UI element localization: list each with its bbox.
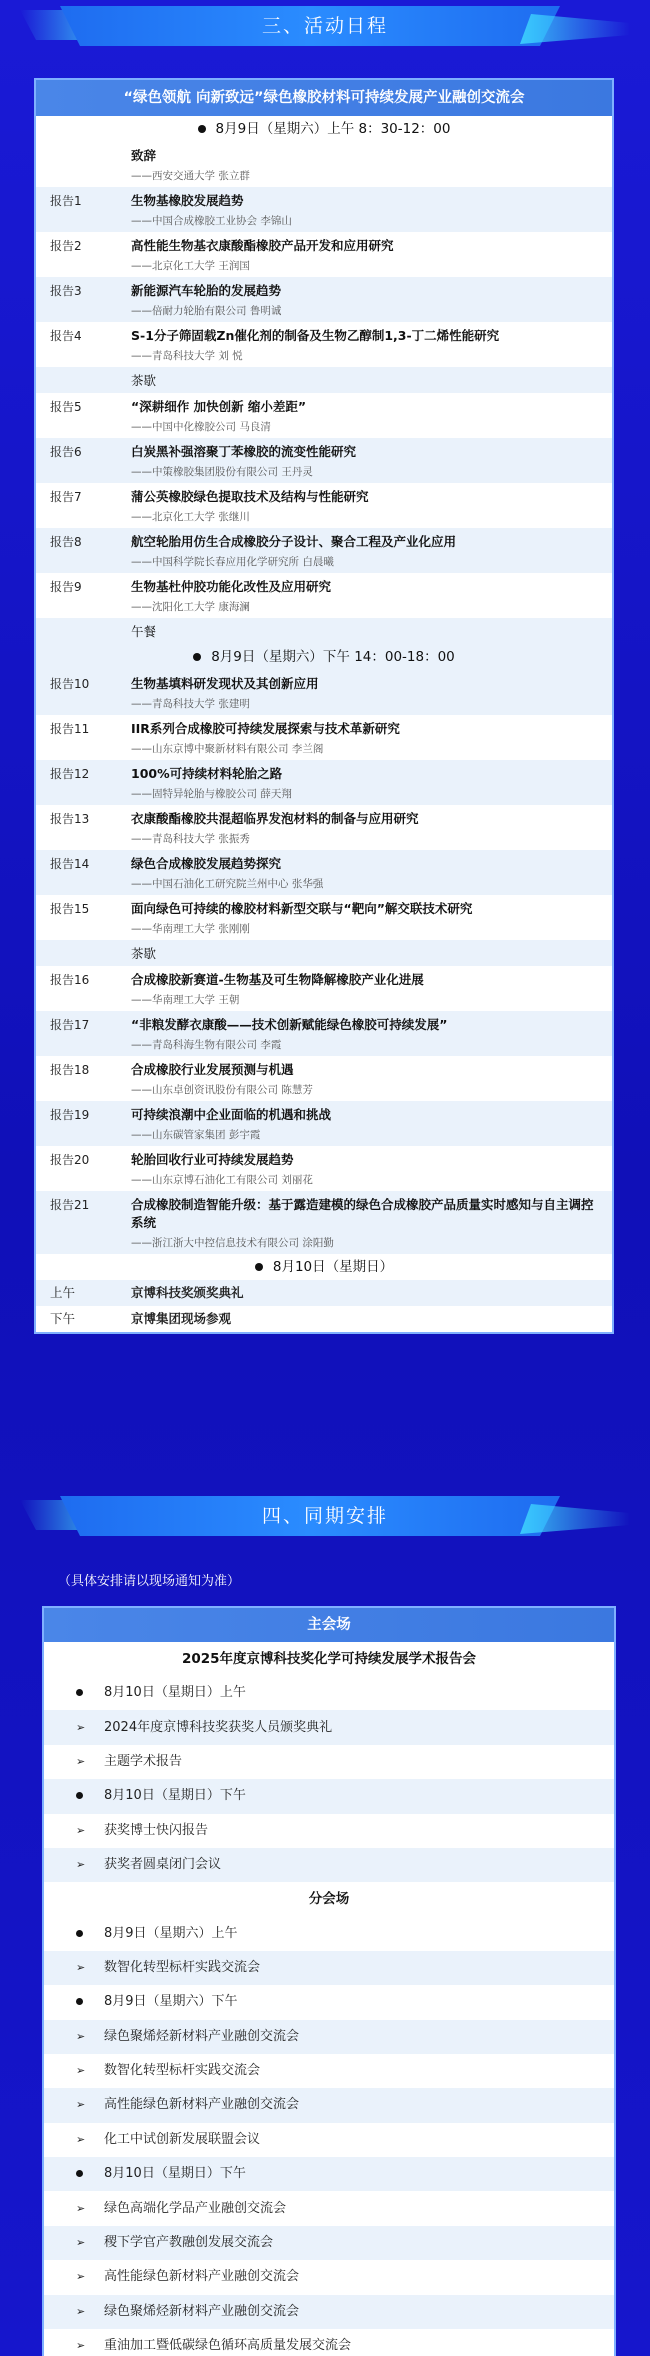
report-topic: “非粮发酵衣康酸——技术创新赋能绿色橡胶可持续发展” bbox=[131, 1017, 448, 1032]
schedule-row bbox=[36, 232, 612, 277]
report-content bbox=[131, 438, 612, 483]
schedule-row bbox=[36, 1191, 612, 1254]
bullet-icon bbox=[76, 1985, 104, 2019]
schedule-row bbox=[36, 367, 612, 393]
aug10-row bbox=[36, 1280, 612, 1306]
report-label: 报告2 bbox=[50, 239, 82, 253]
time-label: 上午 bbox=[50, 1285, 76, 1300]
arrangement-item bbox=[44, 1985, 614, 2019]
section3-banner bbox=[0, 0, 650, 52]
arrangement-note: （具体安排请以现场通知为准） bbox=[58, 1574, 241, 1589]
aug10-date: 8月10日（星期日） bbox=[272, 1259, 394, 1275]
report-content bbox=[131, 850, 612, 895]
arrangement-item bbox=[44, 1710, 614, 1744]
arrangement-item bbox=[44, 2260, 614, 2294]
bullet-icon bbox=[76, 1676, 104, 1710]
report-content bbox=[131, 528, 612, 573]
schedule-row bbox=[36, 322, 612, 367]
schedule-row bbox=[36, 966, 612, 1011]
report-speaker: ——青岛科技大学 张建明 bbox=[131, 698, 250, 710]
afternoon-date: 8月9日（星期六）下午 14：00-18：00 bbox=[211, 649, 455, 665]
report-speaker: ——中国科学院长春应用化学研究所 白晨曦 bbox=[131, 556, 334, 568]
arrow-icon: ➢ bbox=[76, 1858, 86, 1872]
arrangement-item bbox=[44, 1848, 614, 1882]
report-speaker: ——中策橡胶集团股份有限公司 王丹灵 bbox=[131, 466, 313, 478]
section4-banner bbox=[0, 1490, 650, 1542]
arrangement-text: 重油加工暨低碳绿色循环高质量发展交流会 bbox=[104, 2338, 352, 2354]
schedule-row bbox=[36, 483, 612, 528]
report-speaker: ——青岛科技大学 张振秀 bbox=[131, 833, 250, 845]
arrangement-item bbox=[44, 1676, 614, 1710]
afternoon-schedule bbox=[36, 670, 612, 1254]
report-content bbox=[131, 618, 612, 644]
schedule-row bbox=[36, 438, 612, 483]
arrow-icon: ➢ bbox=[76, 2339, 86, 2353]
report-topic: 午餐 bbox=[131, 624, 157, 639]
bullet-icon bbox=[198, 125, 206, 133]
report-topic: 衣康酸酯橡胶共混超临界发泡材料的制备与应用研究 bbox=[131, 811, 419, 826]
arrangement-text: 8月10日（星期日）下午 bbox=[104, 2166, 246, 2182]
report-topic: 绿色合成橡胶发展趋势探究 bbox=[131, 856, 282, 871]
main-venue-list bbox=[44, 1676, 614, 1882]
report-topic: “深耕细作 加快创新 缩小差距” bbox=[131, 399, 307, 414]
morning-date-row bbox=[36, 116, 612, 142]
report-content bbox=[131, 232, 612, 277]
arrangement-text: 8月10日（星期日）上午 bbox=[104, 1685, 246, 1701]
schedule-row bbox=[36, 805, 612, 850]
report-content bbox=[131, 760, 612, 805]
arrow-icon: ➢ bbox=[76, 1960, 86, 1974]
report-label: 报告16 bbox=[50, 973, 90, 987]
branch-venue-list bbox=[44, 1916, 614, 2356]
report-label: 报告1 bbox=[50, 194, 82, 208]
report-content bbox=[131, 1101, 612, 1146]
report-content bbox=[131, 1011, 612, 1056]
time-label: 下午 bbox=[50, 1311, 76, 1326]
arrangement-text: 获奖者圆桌闭门会议 bbox=[104, 1857, 222, 1873]
schedule-panel bbox=[34, 78, 614, 1334]
arrangement-text: 8月9日（星期六）上午 bbox=[104, 1925, 238, 1941]
arrow-icon: ➢ bbox=[76, 2201, 86, 2215]
arrow-icon: ➢ bbox=[76, 2064, 86, 2078]
report-topic: 生物基杜仲胶功能化改性及应用研究 bbox=[131, 579, 332, 594]
report-topic: 高性能生物基衣康酸酯橡胶产品开发和应用研究 bbox=[131, 238, 394, 253]
arrangement-item bbox=[44, 1745, 614, 1779]
arrangement-text: 2024年度京博科技奖获奖人员颁奖典礼 bbox=[104, 1719, 333, 1735]
report-content bbox=[131, 715, 612, 760]
report-label: 报告15 bbox=[50, 902, 90, 916]
report-content bbox=[131, 187, 612, 232]
report-topic: 可持续浪潮中企业面临的机遇和挑战 bbox=[131, 1107, 332, 1122]
report-topic: 新能源汽车轮胎的发展趋势 bbox=[131, 283, 282, 298]
schedule-panel-title: “绿色领航 向新致远”绿色橡胶材料可持续发展产业融创交流会 bbox=[36, 80, 612, 116]
report-label: 报告21 bbox=[50, 1198, 90, 1212]
arrow-icon: ➢ bbox=[76, 2029, 86, 2043]
schedule-row bbox=[36, 528, 612, 573]
arrangement-item bbox=[44, 1916, 614, 1950]
schedule-row bbox=[36, 573, 612, 618]
schedule-row bbox=[36, 1056, 612, 1101]
bullet-icon bbox=[76, 1917, 104, 1951]
arrow-icon: ➢ bbox=[76, 2098, 86, 2112]
arrangement-item bbox=[44, 1779, 614, 1813]
arrangement-text: 绿色聚烯烃新材料产业融创交流会 bbox=[104, 2303, 300, 2319]
report-label: 报告20 bbox=[50, 1153, 90, 1167]
arrangement-item bbox=[44, 2191, 614, 2225]
report-speaker: ——山东京博中聚新材料有限公司 李兰阁 bbox=[131, 743, 324, 755]
report-label: 报告13 bbox=[50, 812, 90, 826]
report-label: 报告7 bbox=[50, 490, 82, 504]
schedule-row bbox=[36, 1101, 612, 1146]
report-label: 报告4 bbox=[50, 329, 82, 343]
report-label: 报告3 bbox=[50, 284, 82, 298]
arrangement-text: 绿色聚烯烃新材料产业融创交流会 bbox=[104, 2028, 300, 2044]
arrangement-item bbox=[44, 2088, 614, 2122]
section3-title: 三、活动日程 bbox=[261, 15, 388, 37]
report-content bbox=[131, 322, 612, 367]
arrangement-item bbox=[44, 2329, 614, 2356]
bullet-icon bbox=[193, 653, 201, 661]
report-content bbox=[131, 940, 612, 966]
arrow-icon: ➢ bbox=[76, 1720, 86, 1734]
bullet-icon bbox=[255, 1263, 263, 1271]
arrangement-item bbox=[44, 2157, 614, 2191]
report-topic: S-1分子筛固载Zn催化剂的制备及生物乙醇制1,3-丁二烯性能研究 bbox=[131, 328, 500, 343]
arrangement-text: 化工中试创新发展联盟会议 bbox=[104, 2131, 261, 2147]
arrangement-text: 主题学术报告 bbox=[104, 1753, 183, 1769]
report-speaker: ——华南理工大学 张刚刚 bbox=[131, 923, 250, 935]
arrangement-text: 绿色高端化学品产业融创交流会 bbox=[104, 2200, 287, 2216]
report-topic: 航空轮胎用仿生合成橡胶分子设计、聚合工程及产业化应用 bbox=[131, 534, 457, 549]
schedule-row bbox=[36, 850, 612, 895]
bullet-icon bbox=[76, 1779, 104, 1813]
report-topic: 生物基橡胶发展趋势 bbox=[131, 193, 244, 208]
arrangement-text: 数智化转型标杆实践交流会 bbox=[104, 1959, 261, 1975]
report-label: 报告5 bbox=[50, 400, 82, 414]
report-label bbox=[36, 367, 131, 393]
report-label: 报告19 bbox=[50, 1108, 90, 1122]
report-speaker: ——浙江浙大中控信息技术有限公司 涂阳勤 bbox=[131, 1237, 334, 1249]
arrangement-text: 数智化转型标杆实践交流会 bbox=[104, 2063, 261, 2079]
report-speaker: ——山东京博石油化工有限公司 刘丽花 bbox=[131, 1174, 313, 1186]
report-content bbox=[131, 142, 612, 187]
report-label: 报告8 bbox=[50, 535, 82, 549]
arrangement-text: 高性能绿色新材料产业融创交流会 bbox=[104, 2097, 300, 2113]
report-speaker: ——倍耐力轮胎有限公司 鲁明诚 bbox=[131, 305, 282, 317]
schedule-row bbox=[36, 618, 612, 644]
report-topic: 面向绿色可持续的橡胶材料新型交联与“靶向”解交联技术研究 bbox=[131, 901, 473, 916]
event-name: 京博集团现场参观 bbox=[131, 1311, 232, 1326]
report-label: 报告18 bbox=[50, 1063, 90, 1077]
morning-schedule bbox=[36, 142, 612, 644]
event-name: 京博科技奖颁奖典礼 bbox=[131, 1285, 244, 1300]
arrangement-text: 8月9日（星期六）下午 bbox=[104, 1994, 238, 2010]
main-venue-subtitle: 2025年度京博科技奖化学可持续发展学术报告会 bbox=[44, 1642, 614, 1676]
schedule-row bbox=[36, 940, 612, 966]
report-speaker: ——山东卓创资讯股份有限公司 陈慧芳 bbox=[131, 1084, 313, 1096]
arrow-icon: ➢ bbox=[76, 2304, 86, 2318]
report-topic: 致辞 bbox=[131, 148, 157, 163]
report-content bbox=[131, 277, 612, 322]
aug10-date-row bbox=[36, 1254, 612, 1280]
report-topic: 合成橡胶行业发展预测与机遇 bbox=[131, 1062, 294, 1077]
report-label: 报告9 bbox=[50, 580, 82, 594]
report-label: 报告6 bbox=[50, 445, 82, 459]
report-label bbox=[36, 142, 131, 187]
report-topic: 合成橡胶新赛道-生物基及可生物降解橡胶产业化进展 bbox=[131, 972, 424, 987]
report-content bbox=[131, 895, 612, 940]
schedule-row bbox=[36, 760, 612, 805]
report-topic: IIR系列合成橡胶可持续发展探索与技术革新研究 bbox=[131, 721, 400, 736]
report-label: 报告17 bbox=[50, 1018, 90, 1032]
arrow-icon: ➢ bbox=[76, 1754, 86, 1768]
arrangement-text: 8月10日（星期日）下午 bbox=[104, 1788, 246, 1804]
report-topic: 100%可持续材料轮胎之路 bbox=[131, 766, 283, 781]
report-content bbox=[131, 1191, 612, 1254]
report-speaker: ——中国中化橡胶公司 马良清 bbox=[131, 421, 271, 433]
report-label: 报告14 bbox=[50, 857, 90, 871]
aug10-row bbox=[36, 1306, 612, 1332]
report-label bbox=[36, 618, 131, 644]
report-content bbox=[131, 483, 612, 528]
morning-date: 8月9日（星期六）上午 8：30-12：00 bbox=[215, 121, 451, 137]
report-speaker: ——中国石油化工研究院兰州中心 张华强 bbox=[131, 878, 324, 890]
report-label: 报告11 bbox=[50, 722, 90, 736]
afternoon-date-row bbox=[36, 644, 612, 670]
report-speaker: ——北京化工大学 王润国 bbox=[131, 260, 250, 272]
branch-venue-head: 分会场 bbox=[44, 1882, 614, 1916]
bullet-icon bbox=[76, 2157, 104, 2191]
report-speaker: ——青岛科技大学 刘 悦 bbox=[131, 350, 243, 362]
arrangement-text: 高性能绿色新材料产业融创交流会 bbox=[104, 2269, 300, 2285]
report-content bbox=[131, 367, 612, 393]
report-content bbox=[131, 966, 612, 1011]
arrangement-text: 稷下学官产教融创发展交流会 bbox=[104, 2235, 274, 2251]
schedule-row bbox=[36, 277, 612, 322]
arrangement-item bbox=[44, 2054, 614, 2088]
arrangement-item bbox=[44, 2123, 614, 2157]
arrow-icon: ➢ bbox=[76, 2236, 86, 2250]
arrow-icon: ➢ bbox=[76, 2132, 86, 2146]
report-content bbox=[131, 670, 612, 715]
arrow-icon: ➢ bbox=[76, 2270, 86, 2284]
report-topic: 蒲公英橡胶绿色提取技术及结构与性能研究 bbox=[131, 489, 369, 504]
arrangement-text: 获奖博士快闪报告 bbox=[104, 1822, 209, 1838]
schedule-row bbox=[36, 670, 612, 715]
arrangement-item bbox=[44, 2020, 614, 2054]
schedule-row bbox=[36, 187, 612, 232]
report-speaker: ——沈阳化工大学 康海澜 bbox=[131, 601, 250, 613]
report-content bbox=[131, 805, 612, 850]
report-speaker: ——华南理工大学 王朝 bbox=[131, 994, 240, 1006]
report-topic: 茶歇 bbox=[131, 946, 157, 961]
arrangement-item bbox=[44, 1814, 614, 1848]
report-speaker: ——西安交通大学 张立群 bbox=[131, 170, 250, 182]
arrangement-item bbox=[44, 2226, 614, 2260]
report-label: 报告10 bbox=[50, 677, 90, 691]
main-venue-head: 主会场 bbox=[44, 1608, 614, 1642]
schedule-row bbox=[36, 1011, 612, 1056]
schedule-row bbox=[36, 142, 612, 187]
report-label: 报告12 bbox=[50, 767, 90, 781]
report-speaker: ——北京化工大学 张继川 bbox=[131, 511, 250, 523]
report-topic: 轮胎回收行业可持续发展趋势 bbox=[131, 1152, 294, 1167]
arrangement-item bbox=[44, 1951, 614, 1985]
schedule-row bbox=[36, 393, 612, 438]
report-speaker: ——山东碳管家集团 彭宇霞 bbox=[131, 1129, 261, 1141]
report-content bbox=[131, 393, 612, 438]
report-speaker: ——固特异轮胎与橡胶公司 薛天翔 bbox=[131, 788, 292, 800]
schedule-row bbox=[36, 1146, 612, 1191]
aug10-schedule bbox=[36, 1280, 612, 1332]
report-topic: 茶歇 bbox=[131, 373, 157, 388]
report-topic: 生物基填料研发现状及其创新应用 bbox=[131, 676, 319, 691]
arrangement-item bbox=[44, 2295, 614, 2329]
report-speaker: ——青岛科海生物有限公司 李霞 bbox=[131, 1039, 282, 1051]
schedule-row bbox=[36, 895, 612, 940]
report-speaker: ——中国合成橡胶工业协会 李锦山 bbox=[131, 215, 292, 227]
report-label bbox=[36, 940, 131, 966]
report-content bbox=[131, 1146, 612, 1191]
report-content bbox=[131, 573, 612, 618]
arrow-icon: ➢ bbox=[76, 1823, 86, 1837]
schedule-row bbox=[36, 715, 612, 760]
concurrent-panel bbox=[42, 1606, 616, 2356]
section4-title: 四、同期安排 bbox=[261, 1505, 388, 1527]
report-topic: 合成橡胶制造智能升级：基于露造建模的绿色合成橡胶产品质量实时感知与自主调控系统 bbox=[131, 1197, 594, 1230]
report-content bbox=[131, 1056, 612, 1101]
report-topic: 白炭黑补强溶聚丁苯橡胶的流变性能研究 bbox=[131, 444, 357, 459]
